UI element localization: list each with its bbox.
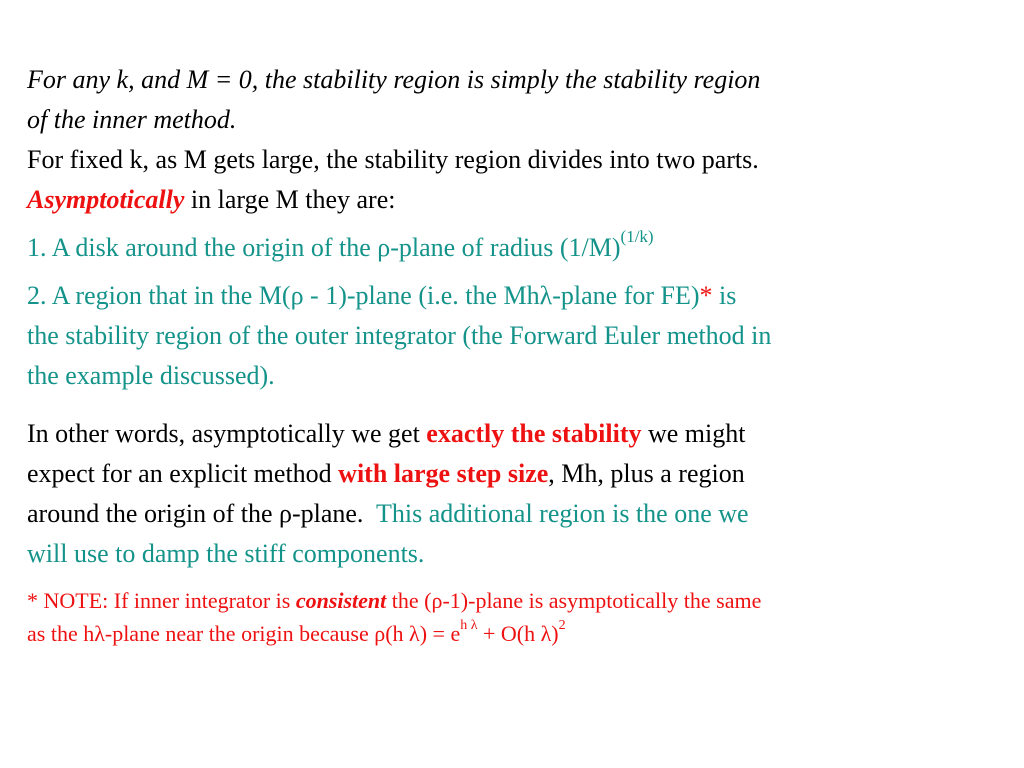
item-1-text: 1. A disk around the origin of the ρ-plane of radius (1/M)	[27, 233, 621, 262]
large-step-size-emphasis: with large step size	[338, 459, 549, 488]
additional-region-note: This additional region is the one we	[375, 499, 749, 528]
item-2-line-3: the example discussed).	[27, 361, 275, 390]
footnote-star: *	[699, 281, 713, 310]
exponent-h-lambda: h λ	[460, 617, 478, 633]
footnote-line-2	[27, 617, 1007, 650]
intro-line-3: For fixed k, as M gets large, the stability region divides into two parts.	[27, 145, 759, 174]
summary-line-1	[27, 414, 1007, 454]
item-2-line-1-text: 2. A region that in the M(ρ - 1)-plane (i.e. the Mhλ-plane for FE)	[27, 281, 700, 310]
summary-line-1-text: In other words, asymptotically we get	[27, 419, 427, 448]
consistent-emphasis: consistent	[295, 588, 387, 613]
summary-line-2	[27, 454, 1007, 494]
item-2-line-1	[27, 276, 1007, 316]
summary-line-3-text: around the origin of the ρ-plane.	[27, 499, 376, 528]
asymptotically-emphasis: Asymptotically	[27, 185, 185, 214]
footnote-line-2-text: as the hλ-plane near the origin because ρ(h λ) = e	[27, 621, 461, 646]
footnote-line-1-end: the (ρ-1)-plane is asymptotically the same	[386, 588, 762, 613]
item-2-line-2: the stability region of the outer integrator (the Forward Euler method in	[27, 321, 772, 350]
slide-content	[27, 60, 1007, 650]
summary-line-2-text: expect for an explicit method	[27, 459, 339, 488]
footnote-line-1-text: * NOTE: If inner integrator is	[27, 588, 296, 613]
summary-line-1-end: we might	[641, 419, 746, 448]
footnote-line-2-rest: + O(h λ)	[477, 621, 559, 646]
summary-line-3	[27, 494, 1007, 534]
intro-line-4	[27, 180, 1007, 220]
summary-line-2-end: , Mh, plus a region	[548, 459, 745, 488]
footnote-line-1	[27, 584, 1007, 617]
intro-line-4-rest: in large M they are:	[184, 185, 396, 214]
item-1	[27, 228, 1007, 268]
exactly-the-stability-emphasis: exactly the stability	[426, 419, 642, 448]
item-2-line-1-end: is	[712, 281, 737, 310]
intro-line-2: of the inner method.	[27, 105, 237, 134]
summary-line-4: will use to damp the stiff components.	[27, 539, 425, 568]
exponent-squared: 2	[558, 617, 566, 633]
intro-line-1: For any k, and M = 0, the stability region is simply the stability region	[27, 65, 761, 94]
item-1-superscript: (1/k)	[620, 227, 654, 247]
